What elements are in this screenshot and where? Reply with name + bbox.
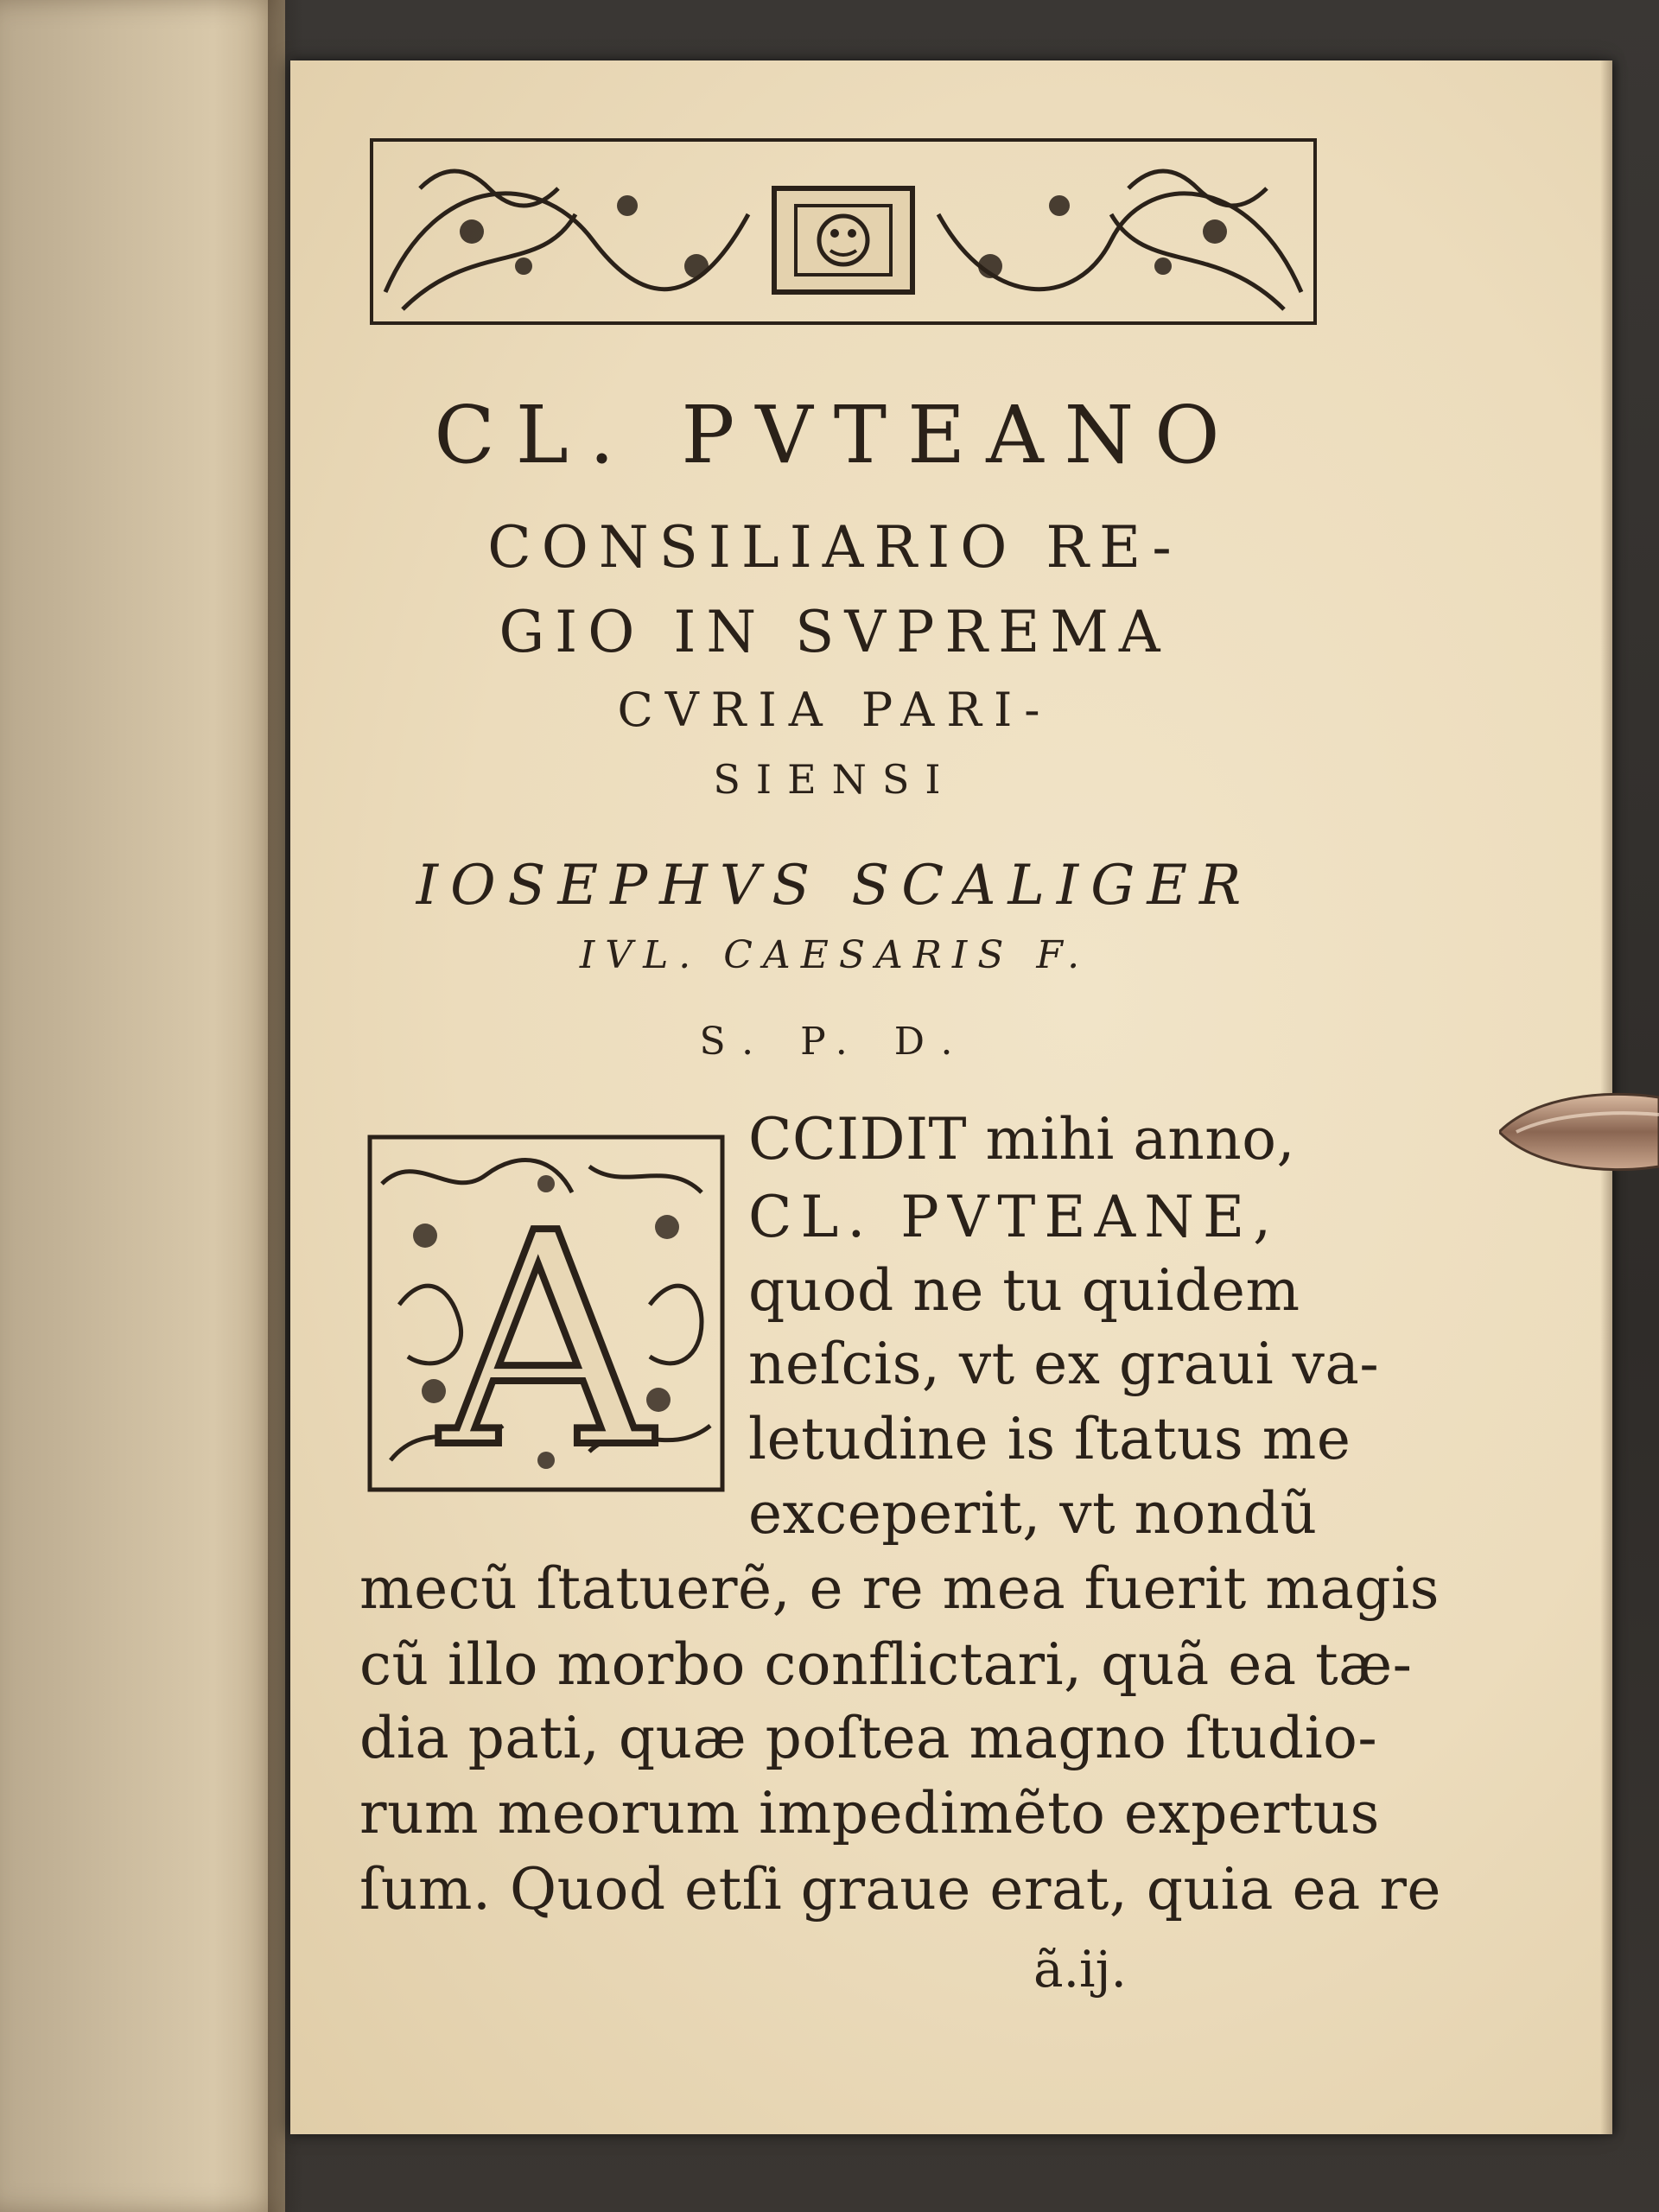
left-page [0, 0, 285, 2212]
body-line-8: cũ illo morbo conflictari, quã ea tæ- [359, 1631, 1413, 1698]
author-line-1: IOSEPHVS SCALIGER [416, 854, 1254, 918]
body-line-9: dia pati, quæ poſtea magno ſtudio- [359, 1705, 1378, 1771]
body-line-11: ſum. Quod etſi graue erat, quia ea re [359, 1856, 1441, 1923]
body-line-5: letudine is ſtatus me [748, 1406, 1351, 1472]
body-line-10: rum meorum impedimẽto expertus [359, 1780, 1380, 1847]
right-page [290, 60, 1612, 2134]
ornamental-headpiece [368, 137, 1319, 327]
body-line-6: exceperit, vt nondũ [748, 1480, 1318, 1547]
salutation: S. P. D. [699, 1020, 970, 1064]
title-line-5: SIENSI [713, 756, 957, 803]
body-line-4: neſcis, vt ex graui va- [748, 1331, 1380, 1397]
title-line-1: CL. PVTEANO [434, 389, 1241, 481]
author-line-2: IVL. CAESARIS F. [579, 933, 1090, 977]
body-line-3: quod ne tu quidem [748, 1257, 1300, 1324]
title-line-4: CVRIA PARI- [617, 683, 1052, 737]
bookmark-clip-icon [1499, 1076, 1659, 1188]
title-line-3: GIO IN SVPREMA [499, 599, 1171, 665]
decorated-initial [365, 1132, 728, 1495]
signature-mark: ã.ij. [1033, 1940, 1127, 1999]
body-line-7: mecũ ſtatuerẽ, e re mea fuerit magis [359, 1555, 1440, 1622]
drop-cap-letter: A [440, 1171, 652, 1495]
title-line-2: CONSILIARIO RE- [487, 514, 1182, 581]
body-line-2: CL. PVTEANE, [748, 1184, 1281, 1250]
body-line-1: CCIDIT mihi anno, [748, 1106, 1295, 1173]
